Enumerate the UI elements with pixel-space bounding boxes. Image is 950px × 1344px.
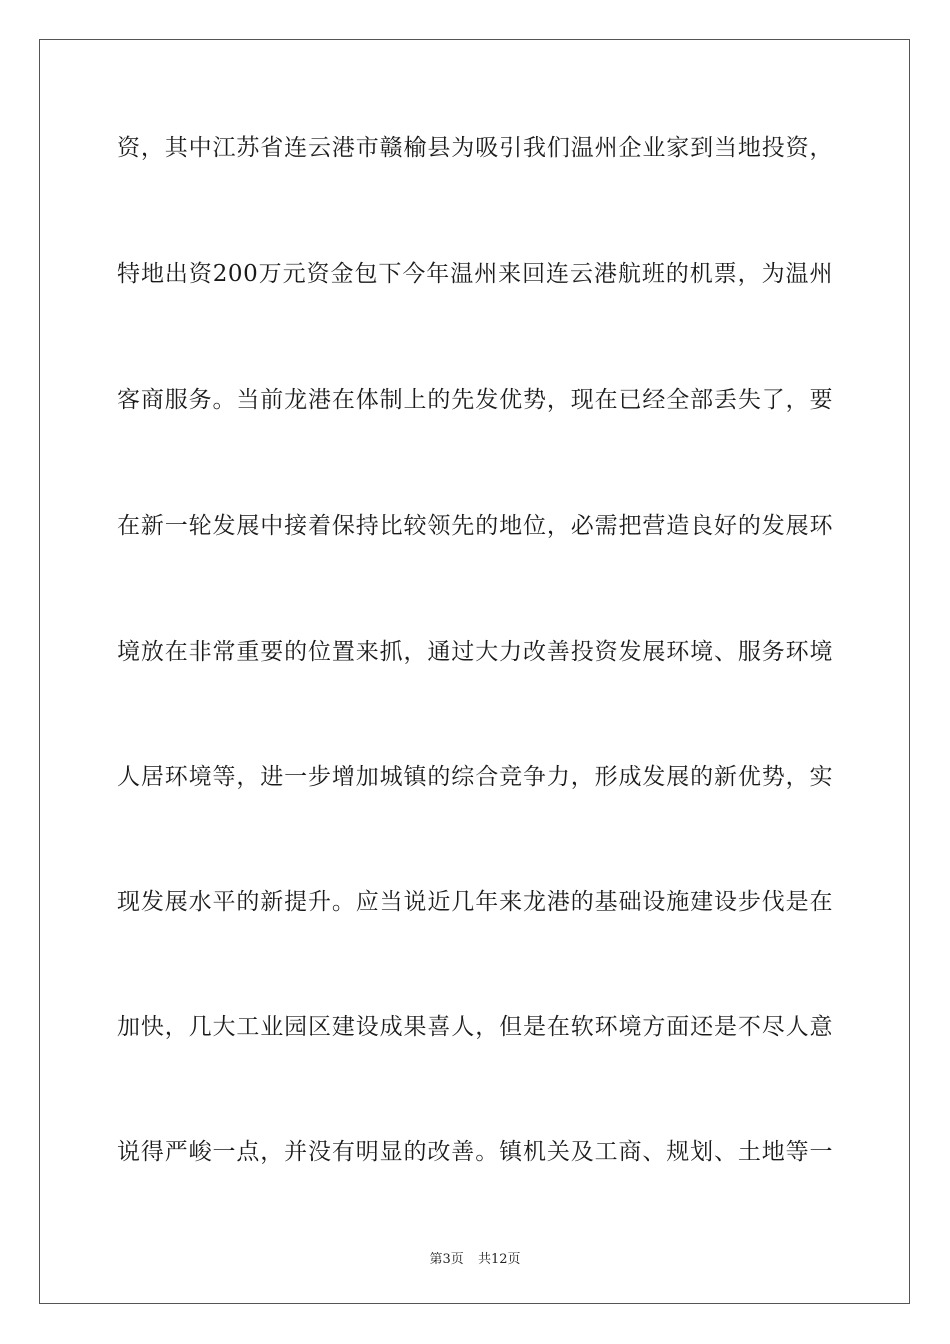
text-line: 人居环境等，进一步增加城镇的综合竞争力，形成发展的新优势，实 — [117, 764, 833, 790]
page-number: 第3页 — [429, 1252, 464, 1267]
text-line: 资，其中江苏省连云港市赣榆县为吸引我们温州企业家到当地投资， — [117, 135, 833, 161]
text-line: 说得严峻一点，并没有明显的改善。镇机关及工商、规划、土地等一 — [117, 1139, 833, 1165]
page-footer — [0, 1248, 950, 1267]
text-line: 在新一轮发展中接着保持比较领先的地位，必需把营造良好的发展环 — [117, 513, 833, 539]
text-line: 加快，几大工业园区建设成果喜人，但是在软环境方面还是不尽人意 — [117, 1014, 833, 1040]
text-line: 特地出资200万元资金包下今年温州来回连云港航班的机票，为温州 — [117, 261, 833, 287]
page-border — [39, 39, 910, 1304]
text-line: 现发展水平的新提升。应当说近几年来龙港的基础设施建设步伐是在 — [117, 889, 833, 915]
page-total: 共12页 — [477, 1252, 521, 1267]
text-line: 客商服务。当前龙港在体制上的先发优势，现在已经全部丢失了，要 — [117, 387, 833, 413]
text-line: 境放在非常重要的位置来抓，通过大力改善投资发展环境、服务环境 — [117, 639, 833, 665]
